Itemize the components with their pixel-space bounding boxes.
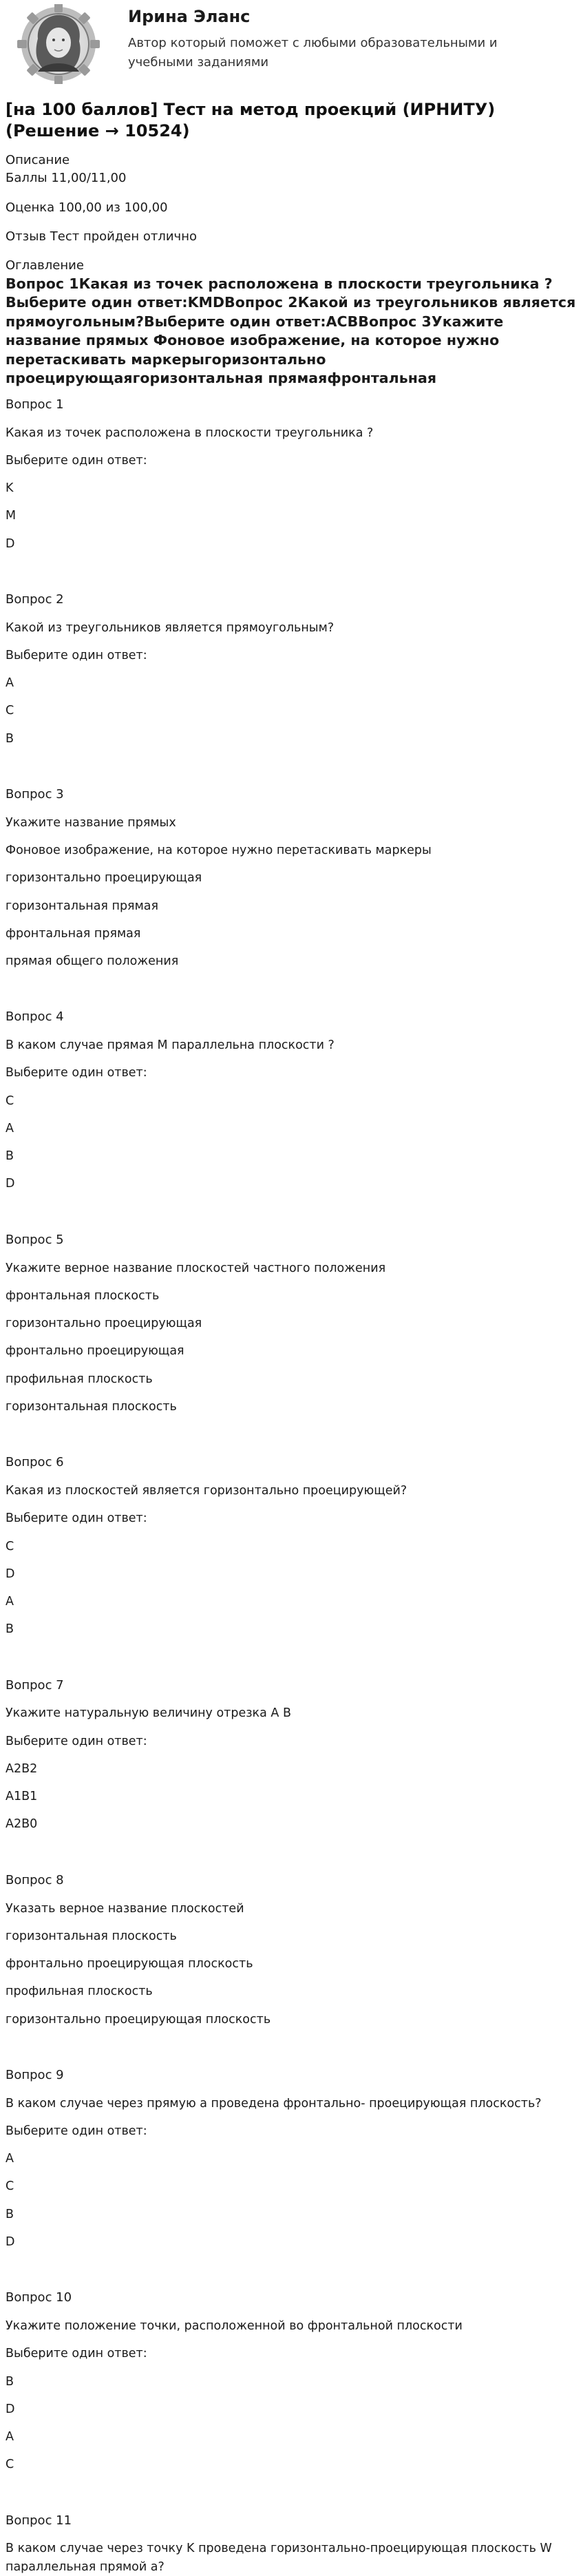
question-text: В каком случае через точку K проведена горизонтально-проецирующая плоскость W параллельная прямой a? [6, 2542, 552, 2574]
question-line: B [6, 1622, 14, 1637]
question-line: фронтально проецирующая [6, 1344, 184, 1359]
question-line: фронтальная прямая [6, 926, 141, 941]
question-line: A2B0 [6, 1817, 38, 1832]
question-block [6, 1007, 577, 1193]
questions-list [6, 395, 577, 2576]
question-text: Какая из точек расположена в плоскости треугольника ? [6, 426, 374, 440]
question-line: A [6, 2430, 14, 2444]
question-label: Вопрос 10 [6, 2290, 72, 2305]
question-separator [6, 2474, 577, 2504]
question-label: Вопрос 4 [6, 1009, 64, 1025]
question-line: B [6, 2374, 14, 2389]
question-label: Вопрос 1 [6, 397, 64, 412]
question-separator [6, 1834, 577, 1864]
question-line: B [6, 1149, 14, 1164]
question-line: A [6, 676, 14, 691]
question-label: Вопрос 5 [6, 1232, 64, 1247]
question-label: Вопрос 9 [6, 2067, 64, 2082]
question-block [6, 2288, 577, 2473]
author-header [6, 0, 577, 88]
question-separator [6, 1639, 577, 1669]
question-line: C [6, 1093, 14, 1108]
question-label: Вопрос 6 [6, 1455, 64, 1470]
question-line: горизонтальная прямая [6, 899, 159, 913]
question-line: горизонтально проецирующая плоскость [6, 2012, 271, 2027]
question-line: прямая общего положения [6, 954, 179, 969]
question-line: Выберите один ответ: [6, 2124, 147, 2138]
question-line: D [6, 1567, 15, 1581]
question-line: Выберите один ответ: [6, 1734, 147, 1748]
question-line: горизонтально проецирующая [6, 871, 202, 886]
question-line: A [6, 1121, 14, 1135]
question-line: фронтально проецирующая плоскость [6, 1957, 253, 1971]
question-separator [6, 748, 577, 778]
author-description: Автор который поможет с любыми образовательными и учебными заданиями [128, 35, 498, 70]
question-line: D [6, 1177, 15, 1191]
question-line: Выберите один ответ: [6, 453, 147, 468]
review-line: Отзыв Тест пройден отлично [6, 229, 197, 244]
question-line: K [6, 481, 14, 496]
question-label: Вопрос 3 [6, 786, 64, 802]
question-separator [6, 1416, 577, 1446]
question-line: D [6, 2402, 15, 2416]
author-name[interactable]: Ирина Эланс [128, 7, 251, 26]
question-text: Укажите верное название плоскостей частного положения [6, 1261, 386, 1275]
author-info [128, 4, 541, 72]
question-line: профильная плоскость [6, 1985, 153, 1999]
question-text: Укажите натуральную величину отрезка A B [6, 1706, 291, 1721]
question-text: Какой из треугольников является прямоугольным? [6, 620, 335, 635]
question-separator [6, 1193, 577, 1224]
question-line: A [6, 1595, 14, 1609]
question-line: Выберите один ответ: [6, 1511, 147, 1526]
question-line: Выберите один ответ: [6, 2347, 147, 2361]
question-line: C [6, 1539, 14, 1553]
question-block [6, 590, 577, 748]
question-line: фронтальная плоскость [6, 1288, 160, 1303]
question-label: Вопрос 2 [6, 591, 64, 607]
question-line: B [6, 2207, 14, 2221]
question-separator [6, 2251, 577, 2281]
question-block [6, 2066, 577, 2251]
question-separator [6, 2029, 577, 2059]
question-line: M [6, 509, 17, 523]
question-separator [6, 970, 577, 1001]
toc-label: Оглавление [6, 258, 84, 273]
question-label: Вопрос 8 [6, 1872, 64, 1887]
question-text: Какая из плоскостей является горизонтально проецирующей? [6, 1484, 407, 1498]
question-line: A2B2 [6, 1761, 38, 1776]
question-line: C [6, 2458, 14, 2472]
grade-line: Оценка 100,00 из 100,00 [6, 200, 168, 215]
question-text: Укажите название прямых [6, 815, 176, 830]
question-line: D [6, 2234, 15, 2249]
question-line: A1B1 [6, 1790, 38, 1804]
question-line: Выберите один ответ: [6, 1066, 147, 1080]
question-line: Выберите один ответ: [6, 648, 147, 662]
page-title: [на 100 баллов] Тест на метод проекций (ИРНИТУ) (Решение → 10524) [6, 100, 496, 141]
question-block [6, 1453, 577, 1638]
question-line: горизонтальная плоскость [6, 1929, 177, 1943]
question-line: горизонтальная плоскость [6, 1399, 177, 1414]
question-block [6, 1871, 577, 2029]
question-text: Указать верное название плоскостей [6, 1901, 244, 1916]
question-line: Фоновое изображение, на которое нужно перетаскивать маркеры [6, 844, 432, 858]
question-separator [6, 553, 577, 583]
table-of-contents: Вопрос 1Какая из точек расположена в плоскости треугольника ?Выберите один ответ:KMDВопрос 2Какой из треугольников является прямоугольным?Выберите один ответ:ACBВопрос 3Укажите название прямых Фоновое изображение, на которое нужно перетаскивать маркерыгоризонтально проецирующаягоризонтальная прямаяфронтальная [6, 275, 576, 387]
question-line: D [6, 536, 15, 551]
question-block [6, 395, 577, 553]
question-label: Вопрос 7 [6, 1677, 64, 1693]
score-line: Баллы 11,00/11,00 [6, 171, 127, 186]
question-line: C [6, 704, 14, 718]
description-label: Описание [6, 153, 70, 168]
question-text: Укажите положение точки, расположенной во фронтальной плоскости [6, 2319, 463, 2334]
question-block [6, 785, 577, 970]
question-label: Вопрос 11 [6, 2513, 72, 2528]
question-line: горизонтально проецирующая [6, 1317, 202, 1331]
question-line: B [6, 731, 14, 746]
question-line: профильная плоскость [6, 1372, 153, 1386]
question-text: В каком случае прямая M параллельна плоскости ? [6, 1038, 335, 1053]
question-line: C [6, 2179, 14, 2194]
question-block [6, 1231, 577, 1416]
question-text: В каком случае через прямую a проведена фронтально- проецирующая плоскость? [6, 2096, 542, 2111]
question-block [6, 1676, 577, 1834]
question-block [6, 2511, 577, 2576]
question-line: A [6, 2152, 14, 2166]
author-avatar[interactable] [7, 4, 110, 84]
